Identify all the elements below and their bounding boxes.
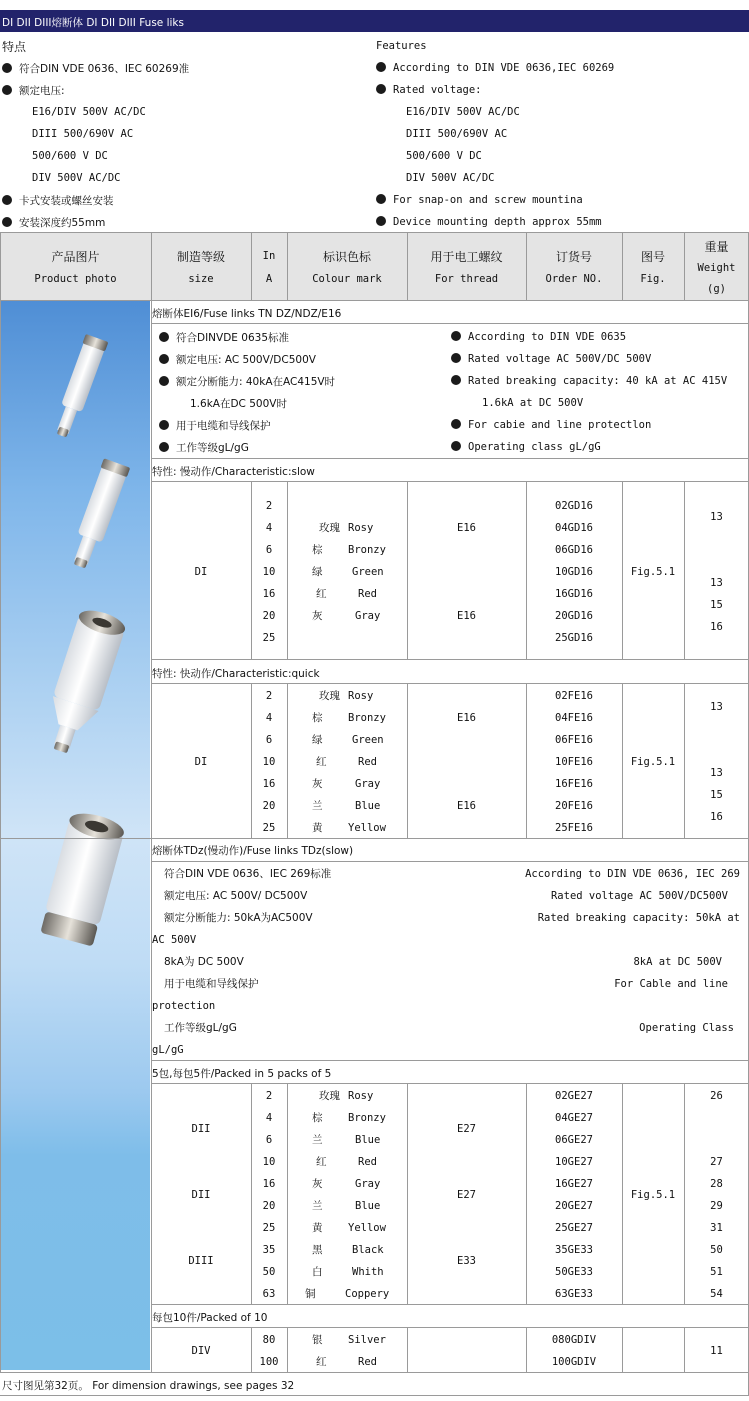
table-header bbox=[0, 232, 749, 300]
feature-cn-item bbox=[2, 215, 105, 230]
colour-cn: 灰 bbox=[312, 778, 323, 790]
bullet-icon bbox=[376, 84, 386, 94]
in-cell: 63 bbox=[262, 1288, 276, 1300]
feature-text: 安装深度约55mm bbox=[19, 217, 106, 229]
order-cell: 20FE16 bbox=[555, 800, 593, 812]
divider bbox=[0, 1395, 749, 1396]
order-cell: 04FE16 bbox=[555, 712, 593, 724]
bullet-icon bbox=[2, 195, 12, 205]
in-cell: 80 bbox=[262, 1334, 276, 1346]
page-title: DI DII DIII熔断体 DI DII DIII Fuse liks bbox=[2, 17, 184, 29]
colour-en: Yellow bbox=[348, 1222, 386, 1234]
order-cell: 20GD16 bbox=[555, 610, 593, 622]
divider bbox=[407, 232, 408, 300]
colour-cn: 玫瑰 bbox=[319, 690, 340, 702]
spec-text: Rated voltage AC 500V/DC 500V bbox=[468, 353, 652, 365]
spec-en bbox=[451, 331, 626, 343]
feature-text: Rated voltage: bbox=[393, 84, 482, 96]
header-weight-cn: 重量 bbox=[704, 240, 729, 254]
divider bbox=[622, 232, 623, 300]
spec-cn bbox=[159, 330, 289, 345]
feature-cn-item bbox=[2, 61, 189, 76]
spec-en bbox=[451, 419, 651, 431]
colour-cn: 铜 bbox=[305, 1288, 316, 1300]
header-weight-unit: (g) bbox=[707, 283, 726, 295]
spec-text: 额定电压: AC 500V/DC500V bbox=[176, 354, 316, 366]
table-subtitle: 特性: 快动作/Characteristic:quick bbox=[152, 668, 320, 680]
fuse-e27-icon bbox=[37, 606, 127, 759]
header-colour-cn: 标识色标 bbox=[322, 250, 371, 264]
feature-en-item bbox=[376, 194, 583, 206]
in-cell: 20 bbox=[262, 1200, 276, 1212]
spec-text: 工作等级gL/gG bbox=[176, 442, 249, 454]
spec-wrap: protection bbox=[152, 1000, 216, 1012]
weight-cell: 13 bbox=[710, 701, 723, 713]
colour-cn: 兰 bbox=[312, 1134, 323, 1146]
spec-cn bbox=[159, 418, 271, 433]
colour-cn: 绿 bbox=[312, 734, 323, 746]
header-thread-cn: 用于电工螺纹 bbox=[430, 250, 503, 264]
spec-wrap: AC 500V bbox=[152, 934, 197, 946]
colour-cn: 绿 bbox=[312, 566, 323, 578]
features-heading-cn: 特点 bbox=[2, 40, 27, 54]
size-cell: DIV bbox=[191, 1345, 211, 1357]
fuse-e33-icon bbox=[39, 809, 126, 947]
divider bbox=[151, 1060, 749, 1061]
weight-cell: 28 bbox=[710, 1178, 723, 1190]
size-cell: DI bbox=[194, 566, 208, 578]
in-cell: 16 bbox=[262, 1178, 276, 1190]
spec-en: Operating Class bbox=[639, 1022, 734, 1034]
colour-en: Gray bbox=[355, 610, 381, 622]
divider bbox=[526, 232, 527, 300]
voltage-en: DIII 500/690V AC bbox=[406, 128, 508, 140]
order-cell: 10GE27 bbox=[555, 1156, 593, 1168]
spec-text: Rated breaking capacity: 40 kA at AC 415V bbox=[468, 375, 728, 387]
colour-en: Whith bbox=[352, 1266, 384, 1278]
divider bbox=[151, 1304, 749, 1305]
order-cell: 02FE16 bbox=[555, 690, 593, 702]
feature-cn-item bbox=[2, 83, 65, 98]
size-cell: DIII bbox=[188, 1255, 214, 1267]
title-bar bbox=[0, 10, 749, 32]
voltage-en: E16/DIV 500V AC/DC bbox=[406, 106, 520, 118]
divider bbox=[151, 481, 749, 482]
divider bbox=[251, 232, 252, 300]
colour-cn: 红 bbox=[316, 588, 327, 600]
spec-cn: 1.6kA在DC 500V时 bbox=[190, 398, 287, 410]
colour-en: Rosy bbox=[348, 690, 374, 702]
colour-en: Red bbox=[358, 756, 377, 768]
header-photo-en: Product photo bbox=[34, 273, 117, 285]
fig-cell: Fig.5.1 bbox=[630, 1189, 676, 1201]
size-cell: DII bbox=[191, 1189, 211, 1201]
colour-cn: 黄 bbox=[312, 1222, 323, 1234]
feature-text: For snap-on and screw mountina bbox=[393, 194, 583, 206]
spec-en: For Cable and line bbox=[614, 978, 728, 990]
bullet-icon bbox=[376, 62, 386, 72]
divider bbox=[0, 300, 749, 301]
colour-en: Gray bbox=[355, 1178, 381, 1190]
colour-en: Blue bbox=[355, 1200, 381, 1212]
header-fig-en: Fig. bbox=[640, 273, 666, 285]
colour-en: Blue bbox=[355, 800, 381, 812]
divider bbox=[287, 232, 288, 300]
header-fig-cn: 图号 bbox=[640, 250, 665, 264]
thread-cell: E27 bbox=[457, 1123, 476, 1135]
order-cell: 63GE33 bbox=[555, 1288, 593, 1300]
weight-cell: 15 bbox=[710, 789, 723, 801]
colour-en: Green bbox=[352, 566, 384, 578]
spec-en bbox=[451, 441, 601, 453]
header-thread-en: For thread bbox=[434, 273, 499, 285]
product-photo bbox=[0, 300, 150, 1370]
order-cell: 080GDIV bbox=[551, 1334, 597, 1346]
header-order-en: Order NO. bbox=[545, 273, 603, 285]
fuse-e16-2-icon bbox=[66, 458, 130, 571]
divider bbox=[151, 232, 152, 1372]
divider bbox=[287, 683, 288, 838]
divider bbox=[151, 1083, 749, 1084]
colour-en: Yellow bbox=[348, 822, 386, 834]
feature-en-item bbox=[376, 62, 614, 74]
weight-cell: 27 bbox=[710, 1156, 723, 1168]
bullet-icon bbox=[451, 375, 461, 385]
order-cell: 100GDIV bbox=[551, 1356, 597, 1368]
weight-cell: 16 bbox=[710, 621, 723, 633]
divider bbox=[0, 232, 749, 233]
order-cell: 06FE16 bbox=[555, 734, 593, 746]
spec-wrap: gL/gG bbox=[152, 1044, 184, 1056]
colour-cn: 兰 bbox=[312, 1200, 323, 1212]
weight-cell: 26 bbox=[710, 1090, 723, 1102]
in-cell: 25 bbox=[262, 1222, 276, 1234]
in-cell: 25 bbox=[262, 822, 276, 834]
in-cell: 50 bbox=[262, 1266, 276, 1278]
divider bbox=[287, 481, 288, 659]
header-weight-en: Weight bbox=[697, 262, 736, 274]
spec-cn bbox=[159, 440, 249, 455]
weight-cell: 15 bbox=[710, 599, 723, 611]
order-cell: 25GE27 bbox=[555, 1222, 593, 1234]
header-in: In bbox=[262, 250, 276, 262]
order-cell: 50GE33 bbox=[555, 1266, 593, 1278]
bullet-icon bbox=[451, 419, 461, 429]
thread-cell: E27 bbox=[457, 1189, 476, 1201]
colour-en: Silver bbox=[348, 1334, 386, 1346]
voltage-cn: 500/600 V DC bbox=[32, 150, 108, 162]
colour-cn: 棕 bbox=[312, 544, 323, 556]
divider bbox=[684, 232, 685, 300]
spec-en bbox=[451, 375, 727, 387]
bullet-icon bbox=[159, 332, 169, 342]
weight-cell: 54 bbox=[710, 1288, 723, 1300]
spec-cn bbox=[159, 352, 316, 367]
thread-cell: E33 bbox=[457, 1255, 476, 1267]
colour-cn: 玫瑰 bbox=[319, 522, 340, 534]
divider bbox=[151, 1327, 749, 1328]
bullet-icon bbox=[159, 442, 169, 452]
order-cell: 25FE16 bbox=[555, 822, 593, 834]
spec-cn bbox=[159, 374, 335, 389]
weight-cell: 13 bbox=[710, 767, 723, 779]
voltage-cn: DIV 500V AC/DC bbox=[32, 172, 121, 184]
order-cell: 04GD16 bbox=[555, 522, 593, 534]
in-cell: 16 bbox=[262, 778, 276, 790]
colour-cn: 黄 bbox=[312, 822, 323, 834]
colour-en: Gray bbox=[355, 778, 381, 790]
colour-en: Red bbox=[358, 588, 377, 600]
weight-cell: 31 bbox=[710, 1222, 723, 1234]
spec-text: For cabie and line protectlon bbox=[468, 419, 652, 431]
fuse-photos bbox=[0, 300, 150, 1370]
divider bbox=[287, 1327, 288, 1372]
spec-text: 额定分断能力: 40kA在AC415V时 bbox=[176, 376, 336, 388]
colour-cn: 棕 bbox=[312, 1112, 323, 1124]
divider bbox=[407, 683, 408, 838]
feature-text: According to DIN VDE 0636,IEC 60269 bbox=[393, 62, 615, 74]
spec-en: According to DIN VDE 0636, IEC 269 bbox=[525, 868, 740, 880]
order-cell: 04GE27 bbox=[555, 1112, 593, 1124]
spec-en: 8kA at DC 500V bbox=[633, 956, 722, 968]
weight-cell: 13 bbox=[710, 511, 723, 523]
colour-cn: 棕 bbox=[312, 712, 323, 724]
divider bbox=[0, 232, 1, 1372]
divider bbox=[407, 481, 408, 659]
divider bbox=[151, 458, 749, 459]
in-cell: 4 bbox=[265, 1112, 273, 1124]
thread-cell: E16 bbox=[457, 712, 476, 724]
spec-en: 1.6kA at DC 500V bbox=[482, 397, 584, 409]
weight-cell: 29 bbox=[710, 1200, 723, 1212]
features-heading-en: Features bbox=[376, 40, 427, 52]
colour-cn: 灰 bbox=[312, 1178, 323, 1190]
header-size-cn: 制造等级 bbox=[176, 250, 225, 264]
colour-cn: 黑 bbox=[312, 1244, 323, 1256]
spec-text: 用于电缆和导线保护 bbox=[176, 420, 271, 432]
spec-text: Operating class gL/gG bbox=[468, 441, 601, 453]
fuse-e16-1-icon bbox=[50, 334, 108, 440]
header-photo-cn: 产品图片 bbox=[51, 250, 100, 264]
divider bbox=[151, 659, 749, 660]
colour-en: Red bbox=[358, 1356, 377, 1368]
colour-en: Blue bbox=[355, 1134, 381, 1146]
thread-cell: E16 bbox=[457, 800, 476, 812]
spec-cn: 8kA为 DC 500V bbox=[164, 956, 244, 968]
in-cell: 16 bbox=[262, 588, 276, 600]
weight-cell: 16 bbox=[710, 811, 723, 823]
in-cell: 20 bbox=[262, 800, 276, 812]
colour-en: Rosy bbox=[348, 1090, 374, 1102]
weight-cell: 11 bbox=[710, 1345, 723, 1357]
colour-cn: 灰 bbox=[312, 610, 323, 622]
header-order-cn: 订货号 bbox=[555, 250, 592, 264]
voltage-cn: DIII 500/690V AC bbox=[32, 128, 134, 140]
bullet-icon bbox=[2, 217, 12, 227]
colour-en: Rosy bbox=[348, 522, 374, 534]
feature-cn-item bbox=[2, 193, 114, 208]
order-cell: 02GE27 bbox=[555, 1090, 593, 1102]
bullet-icon bbox=[451, 353, 461, 363]
feature-text: 卡式安装或螺丝安装 bbox=[19, 195, 114, 207]
bullet-icon bbox=[451, 441, 461, 451]
divider bbox=[0, 838, 749, 839]
divider bbox=[151, 683, 749, 684]
bullet-icon bbox=[159, 420, 169, 430]
bullet-icon bbox=[376, 216, 386, 226]
footer-note: 尺寸图见第32页。 For dimension drawings, see pages 32 bbox=[2, 1380, 295, 1392]
voltage-en: DIV 500V AC/DC bbox=[406, 172, 495, 184]
weight-cell: 51 bbox=[710, 1266, 723, 1278]
feature-en-item bbox=[376, 84, 482, 96]
spec-cn: 工作等级gL/gG bbox=[164, 1022, 237, 1034]
fig-cell: Fig.5.1 bbox=[630, 756, 676, 768]
in-cell: 10 bbox=[262, 756, 276, 768]
bullet-icon bbox=[159, 376, 169, 386]
weight-cell: 50 bbox=[710, 1244, 723, 1256]
order-cell: 06GD16 bbox=[555, 544, 593, 556]
in-cell: 35 bbox=[262, 1244, 276, 1256]
divider bbox=[151, 861, 749, 862]
colour-cn: 红 bbox=[316, 1356, 327, 1368]
table-subtitle: 每包10件/Packed of 10 bbox=[152, 1312, 268, 1324]
size-cell: DI bbox=[194, 756, 208, 768]
colour-en: Bronzy bbox=[348, 544, 386, 556]
spec-cn: 额定电压: AC 500V/ DC500V bbox=[164, 890, 308, 902]
order-cell: 16GE27 bbox=[555, 1178, 593, 1190]
spec-en: Rated voltage AC 500V/DC500V bbox=[550, 890, 728, 902]
bullet-icon bbox=[2, 63, 12, 73]
colour-cn: 兰 bbox=[312, 800, 323, 812]
spec-cn: 符合DIN VDE 0636、IEC 269标准 bbox=[164, 868, 332, 880]
colour-cn: 红 bbox=[316, 756, 327, 768]
in-cell: 6 bbox=[265, 734, 273, 746]
spec-cn: 用于电缆和导线保护 bbox=[164, 978, 259, 990]
thread-cell: E16 bbox=[457, 610, 476, 622]
order-cell: 16FE16 bbox=[555, 778, 593, 790]
order-cell: 16GD16 bbox=[555, 588, 593, 600]
order-cell: 20GE27 bbox=[555, 1200, 593, 1212]
in-cell: 25 bbox=[262, 632, 276, 644]
header-colour-en: Colour mark bbox=[312, 273, 382, 285]
in-cell: 10 bbox=[262, 566, 276, 578]
spec-text: According to DIN VDE 0635 bbox=[468, 331, 627, 343]
order-cell: 35GE33 bbox=[555, 1244, 593, 1256]
order-cell: 02GD16 bbox=[555, 500, 593, 512]
fig-cell: Fig.5.1 bbox=[630, 566, 676, 578]
order-cell: 06GE27 bbox=[555, 1134, 593, 1146]
colour-cn: 白 bbox=[312, 1266, 323, 1278]
spec-en: Rated breaking capacity: 50kA at bbox=[537, 912, 740, 924]
colour-cn: 红 bbox=[316, 1156, 327, 1168]
divider bbox=[622, 1327, 623, 1372]
colour-en: Coppery bbox=[345, 1288, 390, 1300]
in-cell: 4 bbox=[265, 522, 273, 534]
divider bbox=[287, 1083, 288, 1304]
spec-text: 符合DINVDE 0635标准 bbox=[176, 332, 289, 344]
colour-en: Red bbox=[358, 1156, 377, 1168]
colour-en: Bronzy bbox=[348, 1112, 386, 1124]
colour-cn: 银 bbox=[312, 1334, 323, 1346]
table-subtitle: 特性: 慢动作/Characteristic:slow bbox=[152, 466, 315, 478]
header-size-en: size bbox=[188, 273, 214, 285]
in-cell: 6 bbox=[265, 544, 273, 556]
colour-cn: 玫瑰 bbox=[319, 1090, 340, 1102]
size-cell: DII bbox=[191, 1123, 211, 1135]
feature-text: 符合DIN VDE 0636、IEC 60269准 bbox=[19, 63, 190, 75]
order-cell: 10GD16 bbox=[555, 566, 593, 578]
spec-en bbox=[451, 353, 651, 365]
colour-en: Green bbox=[352, 734, 384, 746]
voltage-cn: E16/DIV 500V AC/DC bbox=[32, 106, 146, 118]
bullet-icon bbox=[376, 194, 386, 204]
in-cell: 20 bbox=[262, 610, 276, 622]
header-in-unit: A bbox=[265, 273, 273, 285]
colour-en: Bronzy bbox=[348, 712, 386, 724]
thread-cell: E16 bbox=[457, 522, 476, 534]
table-subtitle: 5包,每包5件/Packed in 5 packs of 5 bbox=[152, 1068, 332, 1080]
bullet-icon bbox=[159, 354, 169, 364]
colour-en: Black bbox=[352, 1244, 384, 1256]
in-cell: 2 bbox=[265, 1090, 273, 1102]
order-cell: 25GD16 bbox=[555, 632, 593, 644]
divider bbox=[0, 1372, 749, 1373]
divider bbox=[407, 1327, 408, 1372]
bullet-icon bbox=[451, 331, 461, 341]
in-cell: 10 bbox=[262, 1156, 276, 1168]
order-cell: 10FE16 bbox=[555, 756, 593, 768]
feature-text: 额定电压: bbox=[19, 85, 65, 97]
in-cell: 2 bbox=[265, 500, 273, 512]
feature-text: Device mounting depth approx 55mm bbox=[393, 216, 602, 228]
in-cell: 100 bbox=[259, 1356, 279, 1368]
voltage-en: 500/600 V DC bbox=[406, 150, 482, 162]
in-cell: 2 bbox=[265, 690, 273, 702]
weight-cell: 13 bbox=[710, 577, 723, 589]
bullet-icon bbox=[2, 85, 12, 95]
in-cell: 4 bbox=[265, 712, 273, 724]
feature-en-item bbox=[376, 216, 602, 228]
spec-cn: 额定分断能力: 50kA为AC500V bbox=[164, 912, 313, 924]
in-cell: 6 bbox=[265, 1134, 273, 1146]
section-title: 熔断体EI6/Fuse links TN DZ/NDZ/E16 bbox=[152, 308, 342, 320]
section-title: 熔断体TDz(慢动作)/Fuse links TDz(slow) bbox=[152, 845, 354, 857]
divider bbox=[151, 323, 749, 324]
